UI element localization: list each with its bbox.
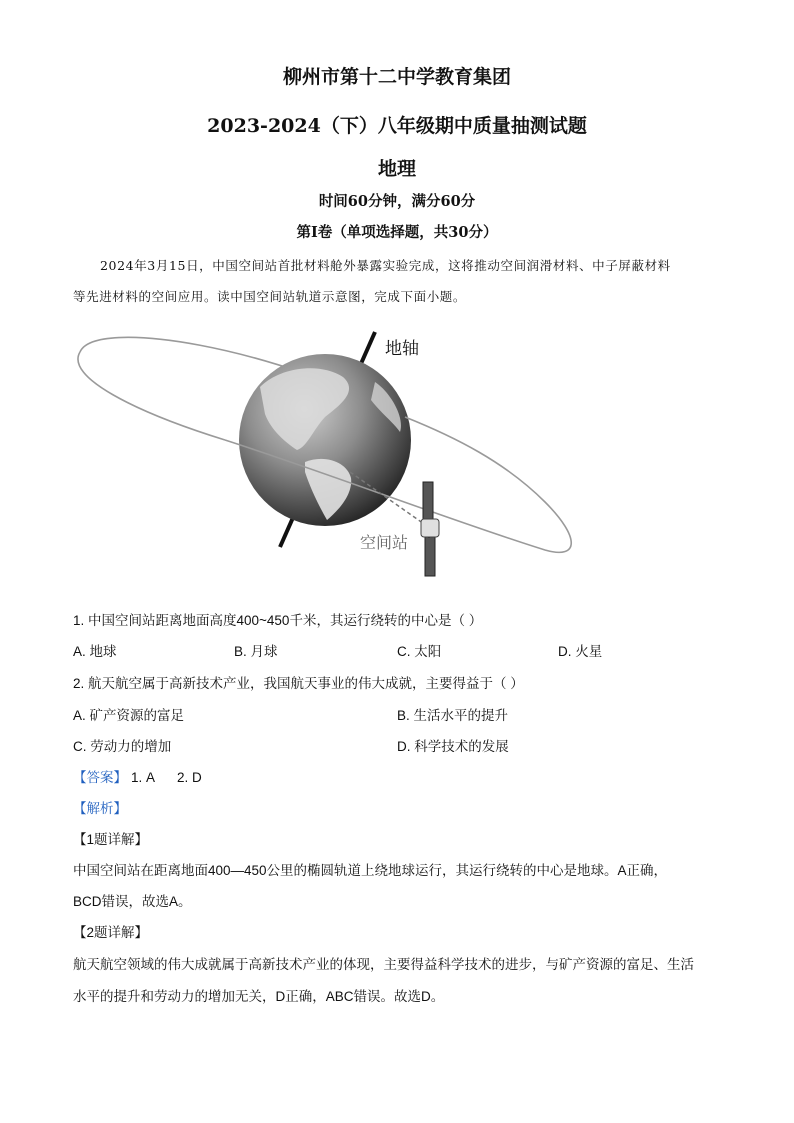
q2-option-c: C. 劳动力的增加 xyxy=(73,739,172,754)
answer-q1: 1. A xyxy=(131,770,156,785)
intro-line-1: 2024年3月15日，中国空间站首批材料舱外暴露实验完成，这将推动空间润滑材料、中子屏蔽材料 xyxy=(100,258,671,273)
station-label: 空间站 xyxy=(360,533,409,552)
space-station-icon xyxy=(421,482,439,576)
intro-line-2: 等先进材料的空间应用。读中国空间站轨道示意图，完成下面小题。 xyxy=(73,289,467,304)
q1-option-a: A. 地球 xyxy=(73,644,117,659)
answer-label: 【答案】 xyxy=(73,770,127,785)
q1-option-b: B. 月球 xyxy=(234,644,278,659)
detail-1-label: 【1题详解】 xyxy=(73,832,149,847)
answer-q2: 2. D xyxy=(177,770,202,785)
answer-row xyxy=(73,766,202,786)
detail-2-line-2: 水平的提升和劳动力的增加无关，D正确，ABC错误。故选D。 xyxy=(73,989,445,1004)
question-2-stem: 2. 航天航空属于高新技术产业，我国航天事业的伟大成就，主要得益于（ ） xyxy=(73,676,524,691)
q1-option-d: D. 火星 xyxy=(558,644,603,659)
school-title: 柳州市第十二中学教育集团 xyxy=(282,66,511,88)
axis-label: 地轴 xyxy=(385,339,419,359)
detail-2-label: 【2题详解】 xyxy=(73,925,149,940)
detail-1-line-2: BCD错误，故选A。 xyxy=(73,894,192,909)
q2-option-d: D. 科学技术的发展 xyxy=(397,739,509,754)
time-score: 时间60分钟，满分60分 xyxy=(318,193,476,210)
analysis-label: 【解析】 xyxy=(73,801,127,816)
section-heading: 第Ⅰ卷（单项选择题，共30分） xyxy=(296,224,498,241)
question-1-stem: 1. 中国空间站距离地面高度400~450千米，其运行绕转的中心是（ ） xyxy=(73,613,483,628)
space-station-orbit-diagram xyxy=(75,322,575,582)
exam-title: 2023-2024（下）八年级期中质量抽测试题 xyxy=(207,115,587,137)
detail-1-line-1: 中国空间站在距离地面400—450公里的椭圆轨道上绕地球运行，其运行绕转的中心是地球。A正确， xyxy=(73,863,668,878)
q1-option-c: C. 太阳 xyxy=(397,644,442,659)
subject-title: 地理 xyxy=(377,158,416,180)
orbit-back-left xyxy=(78,352,225,440)
q2-option-a: A. 矿产资源的富足 xyxy=(73,708,185,723)
detail-2-line-1: 航天航空领域的伟大成就属于高新技术产业的体现，主要得益科学技术的进步，与矿产资源的富足、生活 xyxy=(73,957,694,972)
q2-option-b: B. 生活水平的提升 xyxy=(397,708,509,723)
